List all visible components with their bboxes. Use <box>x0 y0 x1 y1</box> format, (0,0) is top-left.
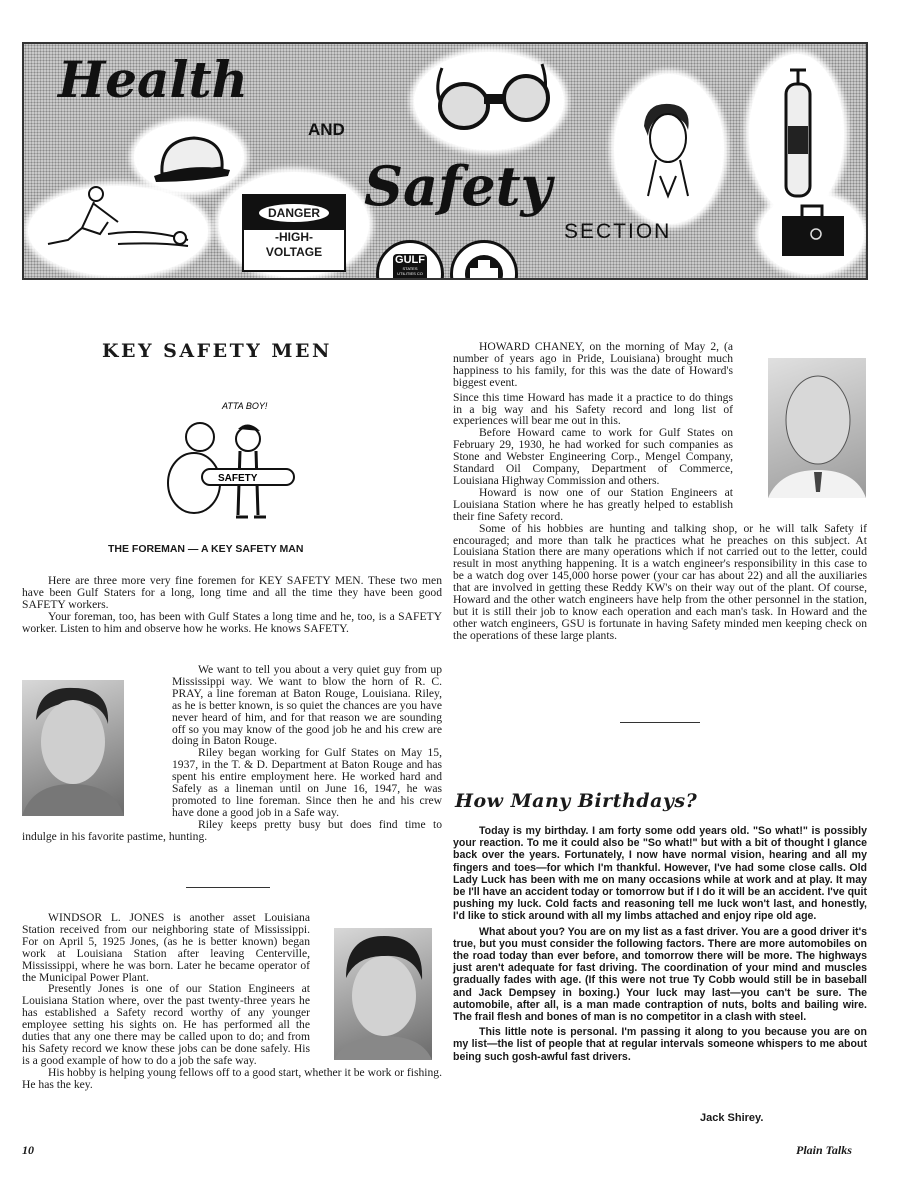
fire-extinguisher-icon <box>772 66 822 206</box>
paragraph: What about you? You are on my list as a fast driver. You are a good driver it's true, but you must consider the following factors. There are more automobiles on the road today than ever before, and tomorrow there will be more. The highways just aren't adequate for fast driving. The coordination of your mind and muscles gradually fades with age. (If this were not true Ty Cobb would still be in baseball and Jack Dempsey in boxing.) Your luck may last—you can't be sure. The automobile, after all, is a man made contraption of nuts, bolts and bailing wire. The frail flesh and bones of man is no competitor in a clash with steel. <box>453 925 867 1024</box>
how-many-birthdays-heading: How Many Birthdays? <box>455 790 698 812</box>
cartoon-key-text: SAFETY <box>218 473 258 484</box>
pray-text <box>22 664 442 843</box>
paragraph: Some of his hobbies are hunting and talking shop, or he will talk Safety if encouraged; and more than talk he practices what he preaches on this subject. At Louisiana Station there are many operations which if not carried out to the letter, could result in most anything happening. It is a watch engineer's responsibility in this case to be a watch dog over 145,000 horse power (your car has about 22) and all the auxiliaries that are involved in getting these Reddy KW's on their way out of the plant. Of course, Howard and the other watch engineers have help from the other personnel in the station, but it is still their job to know each operation and each man's task. In Howard and the other watch engineers, GSU is fortunate in having Safety minded men keeping check on the operations of these large plants. <box>453 521 867 642</box>
danger-high-voltage-sign <box>242 194 346 272</box>
paragraph: Howard is now one of our Station Engineers at Louisiana Station where he has greatly helped to establish their fine Safety record. <box>453 485 733 523</box>
banner-title-safety: Safety <box>364 154 552 218</box>
first-aid-kit-icon <box>778 202 848 262</box>
paragraph: HOWARD CHANEY, on the morning of May 2, (a number of years ago in Pride, Louisiana) brought much happiness to his family, for this was the date of Howard's biggest event. <box>453 340 733 389</box>
jones-text <box>22 912 442 1091</box>
paragraph: Since this time Howard has made it a practice to do things in a big way and his Safety record and long list of experiences will bear me out in this. <box>453 390 733 428</box>
seal-gulf-text: GULF <box>395 254 425 266</box>
paragraph: WINDSOR L. JONES is another asset Louisiana Station received from our neighboring state of Mississippi. For on April 5, 1925 Jones, (as he is better known) began work at Louisiana Station after leaving Centerville, Mississippi, where he was born. Later he became operator of the Municipal Power Plant. <box>22 911 310 984</box>
page-number: 10 <box>22 1143 34 1157</box>
paragraph: This little note is personal. I'm passing it along to you because you are on my list—the list of people that at regular intervals someone whispers to me about being such gosh-awful fast drivers. <box>453 1026 867 1063</box>
sign-high-text: -HIGH- <box>275 230 313 244</box>
key-safety-men-heading: KEY SAFETY MEN <box>102 340 332 362</box>
safety-cross-icon <box>464 254 504 280</box>
health-safety-banner <box>22 42 868 280</box>
divider <box>186 887 270 888</box>
safety-goggles-icon <box>422 58 562 134</box>
banner-title-health: Health <box>58 50 248 109</box>
publication-name: Plain Talks <box>796 1143 852 1157</box>
sign-voltage-text: VOLTAGE <box>265 245 323 259</box>
hard-hat-icon <box>152 132 232 184</box>
divider <box>620 722 700 723</box>
birthdays-text <box>453 825 867 1063</box>
paragraph: Here are three more very fine foremen for KEY SAFETY MEN. These two men have been Gulf Staters for a long, long time and all the time they have been good SAFETY workers. <box>22 574 442 611</box>
universal-safety-seal <box>450 240 518 280</box>
paragraph: Before Howard came to work for Gulf States on February 29, 1930, he had worked for such companies as Stone and Webster Engineering Corp., Mengel Company, Standard Oil Company, Department of Commerce, Louisiana Highway Commission and others. <box>453 426 733 487</box>
paragraph: His hobby is helping young fellows off to a good start, whether it be work or fishing. He has the key. <box>22 1065 442 1091</box>
banner-title-and: AND <box>308 120 345 139</box>
seal-gulf-subtext: STATES UTILITIES CO <box>397 266 423 276</box>
paragraph: Your foreman, too, has been with Gulf States a long time and he, too, is a SAFETY worker. Listen to him and observe how he works. He knows SAFETY. <box>22 609 442 635</box>
artificial-respiration-icon <box>38 182 198 262</box>
cartoon-caption: THE FOREMAN — A KEY SAFETY MAN <box>108 543 304 555</box>
paragraph: Riley keeps pretty busy but does find time to indulge in his favorite pastime, hunting. <box>22 817 442 843</box>
gulf-states-seal <box>376 240 444 280</box>
foreman-cartoon-illustration <box>160 395 305 535</box>
intro-text <box>22 575 442 635</box>
paragraph: Presently Jones is one of our Station Engineers at Louisiana Station where, over the past twenty-three years he has established a Safety record worthy of any younger employee setting his sights on. He has performed all the duties that any one there may be called upon to do; and from his Safety record we know these jobs can be done safely. His is a good example of how to do a job the safe way. <box>22 982 310 1067</box>
paragraph: We want to tell you about a very quiet guy from up Mississippi way. We want to blow the horn of R. C. PRAY, a line foreman at Baton Rouge, Louisiana. Riley, as he is better known, is so quiet the chances are you have never heard of him, and for that reason we are sounding off so you may know of the good job he and his crew are doing in Baton Rouge. <box>172 663 442 748</box>
signature-jack-shirey: Jack Shirey. <box>700 1112 764 1124</box>
nurse-icon <box>626 96 706 206</box>
paragraph: Today is my birthday. I am forty some odd years old. "So what!" is possibly your reaction. To me it could also be "So what!" but with a bit of thought I glance back over the years. Fortunately, I now have normal vision, hearing and all my fingers and toes—for which I'm thankful. However, I've had some close calls. Old Lady Luck has been with me on many occasions while at work and at play. It may be I'll have an accident today or tomorrow but if I do it will be an accident. I've quit pushing my luck. Cold facts and reasoning tell me luck won't last, and honestly, I'd like to stick around with all my limbs attached and enjoy ripe old age. <box>453 825 867 923</box>
cartoon-bubble-text: ATTA BOY! <box>222 401 268 411</box>
banner-title-section: SECTION <box>564 220 672 243</box>
chaney-text <box>453 341 867 642</box>
paragraph: Riley began working for Gulf States on May 15, 1937, in the T. & D. Department at Baton Rouge and has spent his entire employment here. He worked hard and Safely as a lineman until on June 16, 1947, he was promoted to line foreman. Since then he and his crew have done a good job in a Safe way. <box>172 746 442 819</box>
sign-danger-text: DANGER <box>259 204 329 222</box>
